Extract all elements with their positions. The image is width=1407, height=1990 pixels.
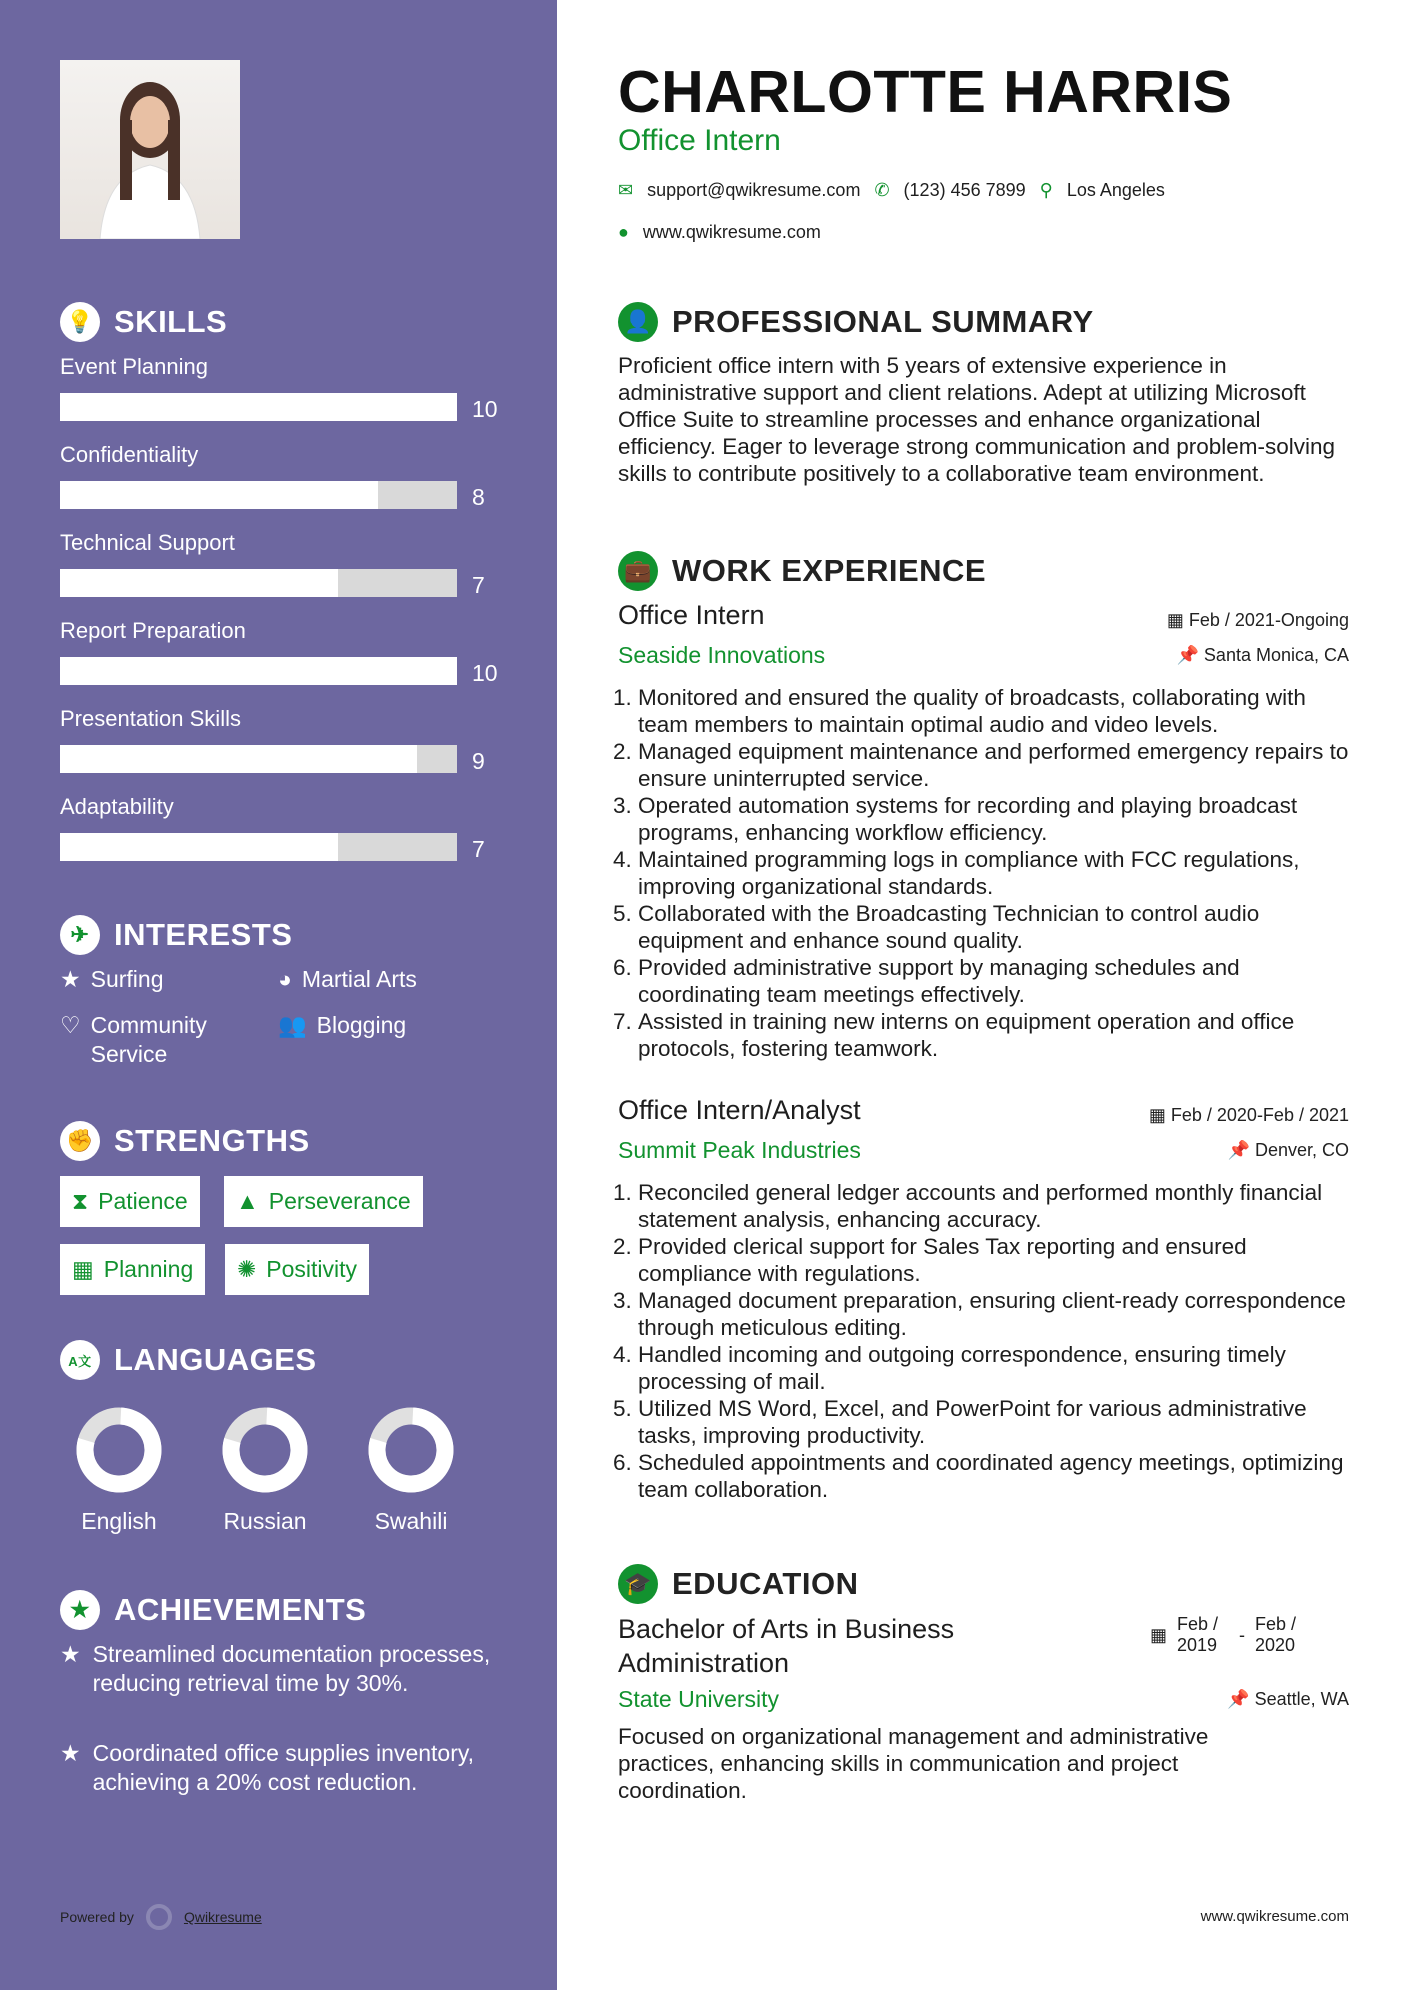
- pin-icon: 📌: [1227, 1689, 1255, 1709]
- star-icon: ★: [60, 1740, 81, 1766]
- job-title: Office Intern/Analyst: [618, 1095, 861, 1125]
- skill-name: Technical Support: [60, 530, 235, 555]
- email-icon: ✉: [618, 180, 634, 200]
- strengths-heading: ✊ STRENGTHS: [60, 1121, 310, 1161]
- job-bullet: 6. Provided administrative support by managing schedules and coordinating team meetings effectively.: [638, 954, 1352, 1008]
- interest-item: ★ Surfing: [60, 966, 164, 992]
- skill-bar-fill: [60, 569, 338, 597]
- job-bullet: 1. Reconciled general ledger accounts and performed monthly financial statement analysis, enhancing accuracy.: [638, 1179, 1352, 1233]
- strength-tag: ✺ Positivity: [225, 1244, 369, 1295]
- name: CHARLOTTE HARRIS: [618, 59, 1233, 125]
- paper-plane-icon: ✈: [60, 915, 100, 955]
- job-bullet: 5. Collaborated with the Broadcasting Technician to control audio equipment and enhance sound quality.: [638, 900, 1352, 954]
- job-bullet: 2. Managed equipment maintenance and performed emergency repairs to ensure uninterrupted service.: [638, 738, 1352, 792]
- language-donut: [365, 1404, 457, 1496]
- website-row: [618, 222, 821, 243]
- job-dates: ▦ Feb / 2020-Feb / 2021: [1148, 1105, 1349, 1125]
- education-text: Focused on organizational management and administrative practices, enhancing skills in communication and project coordination.: [618, 1724, 1209, 1803]
- calendar-icon: ▦: [1166, 610, 1189, 630]
- calendar-icon: ▦: [1148, 1105, 1171, 1125]
- skill-bar: [60, 481, 457, 509]
- interests-heading: ✈ INTERESTS: [60, 915, 292, 955]
- skill-bar-fill: [60, 833, 338, 861]
- interest-item: ◕ Martial Arts: [278, 966, 417, 992]
- skill-bar-fill: [60, 745, 417, 773]
- skill-bar-fill: [60, 657, 457, 685]
- skill-value: 8: [472, 484, 485, 510]
- job-bullet: 3. Operated automation systems for recording and playing broadcast programs, enhancing workflow efficiency.: [638, 792, 1352, 846]
- user-icon: 👤: [618, 302, 658, 342]
- summary-text: Proficient office intern with 5 years of extensive experience in administrative support and client relations. Adept at utilizing Microsoft Office Suite to streamline processes and enhance organizational efficiency. Eager to leverage strong communication and problem-solving skills to contribute positively to a collaborative team environment.: [618, 353, 1336, 486]
- skill-value: 7: [472, 572, 485, 598]
- language-donut: [73, 1404, 165, 1496]
- road-icon: ▲: [236, 1188, 259, 1214]
- skill-value: 10: [472, 396, 498, 422]
- hand-icon: ♡: [60, 1012, 81, 1038]
- interest-item: 👥 Blogging: [278, 1012, 407, 1038]
- lightbulb-icon: 💡: [60, 302, 100, 342]
- skill-bar: [60, 393, 457, 421]
- job-bullet: 1. Monitored and ensured the quality of broadcasts, collaborating with team members to maintain optimal audio and video levels.: [638, 684, 1352, 738]
- school: State University: [618, 1686, 780, 1712]
- skill-bar: [60, 833, 457, 861]
- powered-by: Powered by Qwikresume: [60, 1904, 262, 1930]
- email-link[interactable]: support@qwikresume.com: [647, 180, 861, 200]
- job-bullet: 4. Handled incoming and outgoing correspondence, ensuring timely processing of mail.: [638, 1341, 1352, 1395]
- education-location: 📌 Seattle, WA: [1227, 1689, 1349, 1709]
- calendar-icon: ▦: [72, 1256, 94, 1282]
- brand-link[interactable]: Qwikresume: [183, 1909, 262, 1925]
- education-heading: 🎓 EDUCATION: [618, 1564, 858, 1604]
- skill-name: Confidentiality: [60, 442, 199, 467]
- star-badge-icon: ★: [60, 1590, 100, 1630]
- company: Seaside Innovations: [618, 642, 826, 668]
- fist-icon: ✊: [60, 1121, 100, 1161]
- phone-icon: ✆: [874, 180, 890, 200]
- translate-icon: A文: [60, 1340, 100, 1380]
- achievement-item: ★ Streamlined documentation processes, reducing retrieval time by 30%.: [60, 1641, 491, 1696]
- company: Summit Peak Industries: [618, 1137, 861, 1163]
- achievements-heading: ★ ACHIEVEMENTS: [60, 1590, 366, 1630]
- sidebar: [0, 0, 557, 1990]
- skill-name: Presentation Skills: [60, 706, 241, 731]
- degree: Bachelor of Arts in Business Administration: [618, 1614, 955, 1678]
- contact-row: ✉ support@qwikresume.com ✆ (123) 456 7899 ⚲ Los Angeles: [618, 180, 1165, 200]
- skill-name: Event Planning: [60, 354, 208, 379]
- work-heading: 💼 WORK EXPERIENCE: [618, 551, 986, 591]
- education-dates: ▦ Feb / 2019 - Feb / 2020: [1150, 1614, 1297, 1655]
- skill-bar-fill: [60, 393, 457, 421]
- skills-heading: 💡 SKILLS: [60, 302, 227, 342]
- job-bullets: [602, 684, 1352, 1062]
- skill-value: 10: [472, 660, 498, 686]
- language-name: English: [81, 1508, 157, 1534]
- language-name: Swahili: [374, 1508, 448, 1534]
- skill-name: Adaptability: [60, 794, 174, 819]
- skill-value: 9: [472, 748, 485, 774]
- map-pin-icon: ⚲: [1039, 180, 1053, 200]
- languages-heading: A文 LANGUAGES: [60, 1340, 317, 1380]
- website-link[interactable]: www.qwikresume.com: [642, 222, 821, 242]
- language-name: Russian: [223, 1508, 307, 1534]
- skill-bar: [60, 569, 457, 597]
- job-location: 📌 Santa Monica, CA: [1176, 645, 1349, 665]
- pin-icon: 📌: [1227, 1140, 1255, 1160]
- language-donut: [219, 1404, 311, 1496]
- qwikresume-logo-icon: [146, 1904, 172, 1930]
- job-bullets: [602, 1179, 1352, 1503]
- star-icon: ★: [60, 966, 81, 992]
- graduate-icon: 🎓: [618, 1564, 658, 1604]
- skill-bar-fill: [60, 481, 378, 509]
- job-location: 📌 Denver, CO: [1227, 1140, 1349, 1160]
- job-bullet: 4. Maintained programming logs in compliance with FCC regulations, improving organizational standards.: [638, 846, 1352, 900]
- job-bullet: 7. Assisted in training new interns on equipment operation and office protocols, fostering teamwork.: [638, 1008, 1352, 1062]
- hourglass-icon: ⧗: [72, 1188, 89, 1214]
- globe-icon: ◕: [278, 966, 292, 992]
- globe-icon: ●: [618, 222, 629, 242]
- star-icon: ★: [60, 1641, 81, 1667]
- interest-item: ♡ Community Service: [60, 1012, 207, 1067]
- job-bullet: 3. Managed document preparation, ensuring client-ready correspondence through meticulous editing.: [638, 1287, 1352, 1341]
- job-bullet: 2. Provided clerical support for Sales Tax reporting and ensured compliance with regulations.: [638, 1233, 1352, 1287]
- briefcase-icon: 💼: [618, 551, 658, 591]
- skill-value: 7: [472, 836, 485, 862]
- job-bullet: 5. Utilized MS Word, Excel, and PowerPoint for various administrative tasks, improving productivity.: [638, 1395, 1352, 1449]
- strength-tag: ▦ Planning: [60, 1244, 205, 1295]
- calendar-icon: ▦: [1150, 1624, 1168, 1645]
- achievement-item: ★ Coordinated office supplies inventory, achieving a 20% cost reduction.: [60, 1740, 475, 1795]
- skill-name: Report Preparation: [60, 618, 246, 643]
- skill-bar: [60, 745, 457, 773]
- strength-tag: ▲ Perseverance: [224, 1176, 423, 1227]
- footer-url[interactable]: www.qwikresume.com: [1200, 1908, 1349, 1925]
- skill-bar: [60, 657, 457, 685]
- profile-photo: [60, 60, 240, 239]
- users-icon: 👥: [278, 1012, 307, 1038]
- summary-heading: 👤 PROFESSIONAL SUMMARY: [618, 302, 1094, 342]
- job-dates: ▦ Feb / 2021-Ongoing: [1166, 610, 1349, 630]
- job-title: Office Intern: [618, 600, 765, 630]
- sun-icon: ✺: [237, 1256, 257, 1282]
- job-title: Office Intern: [618, 124, 781, 157]
- pin-icon: 📌: [1176, 645, 1204, 665]
- job-bullet: 6. Scheduled appointments and coordinated agency meetings, optimizing team collaboration.: [638, 1449, 1352, 1503]
- strength-tag: ⧗ Patience: [60, 1176, 200, 1227]
